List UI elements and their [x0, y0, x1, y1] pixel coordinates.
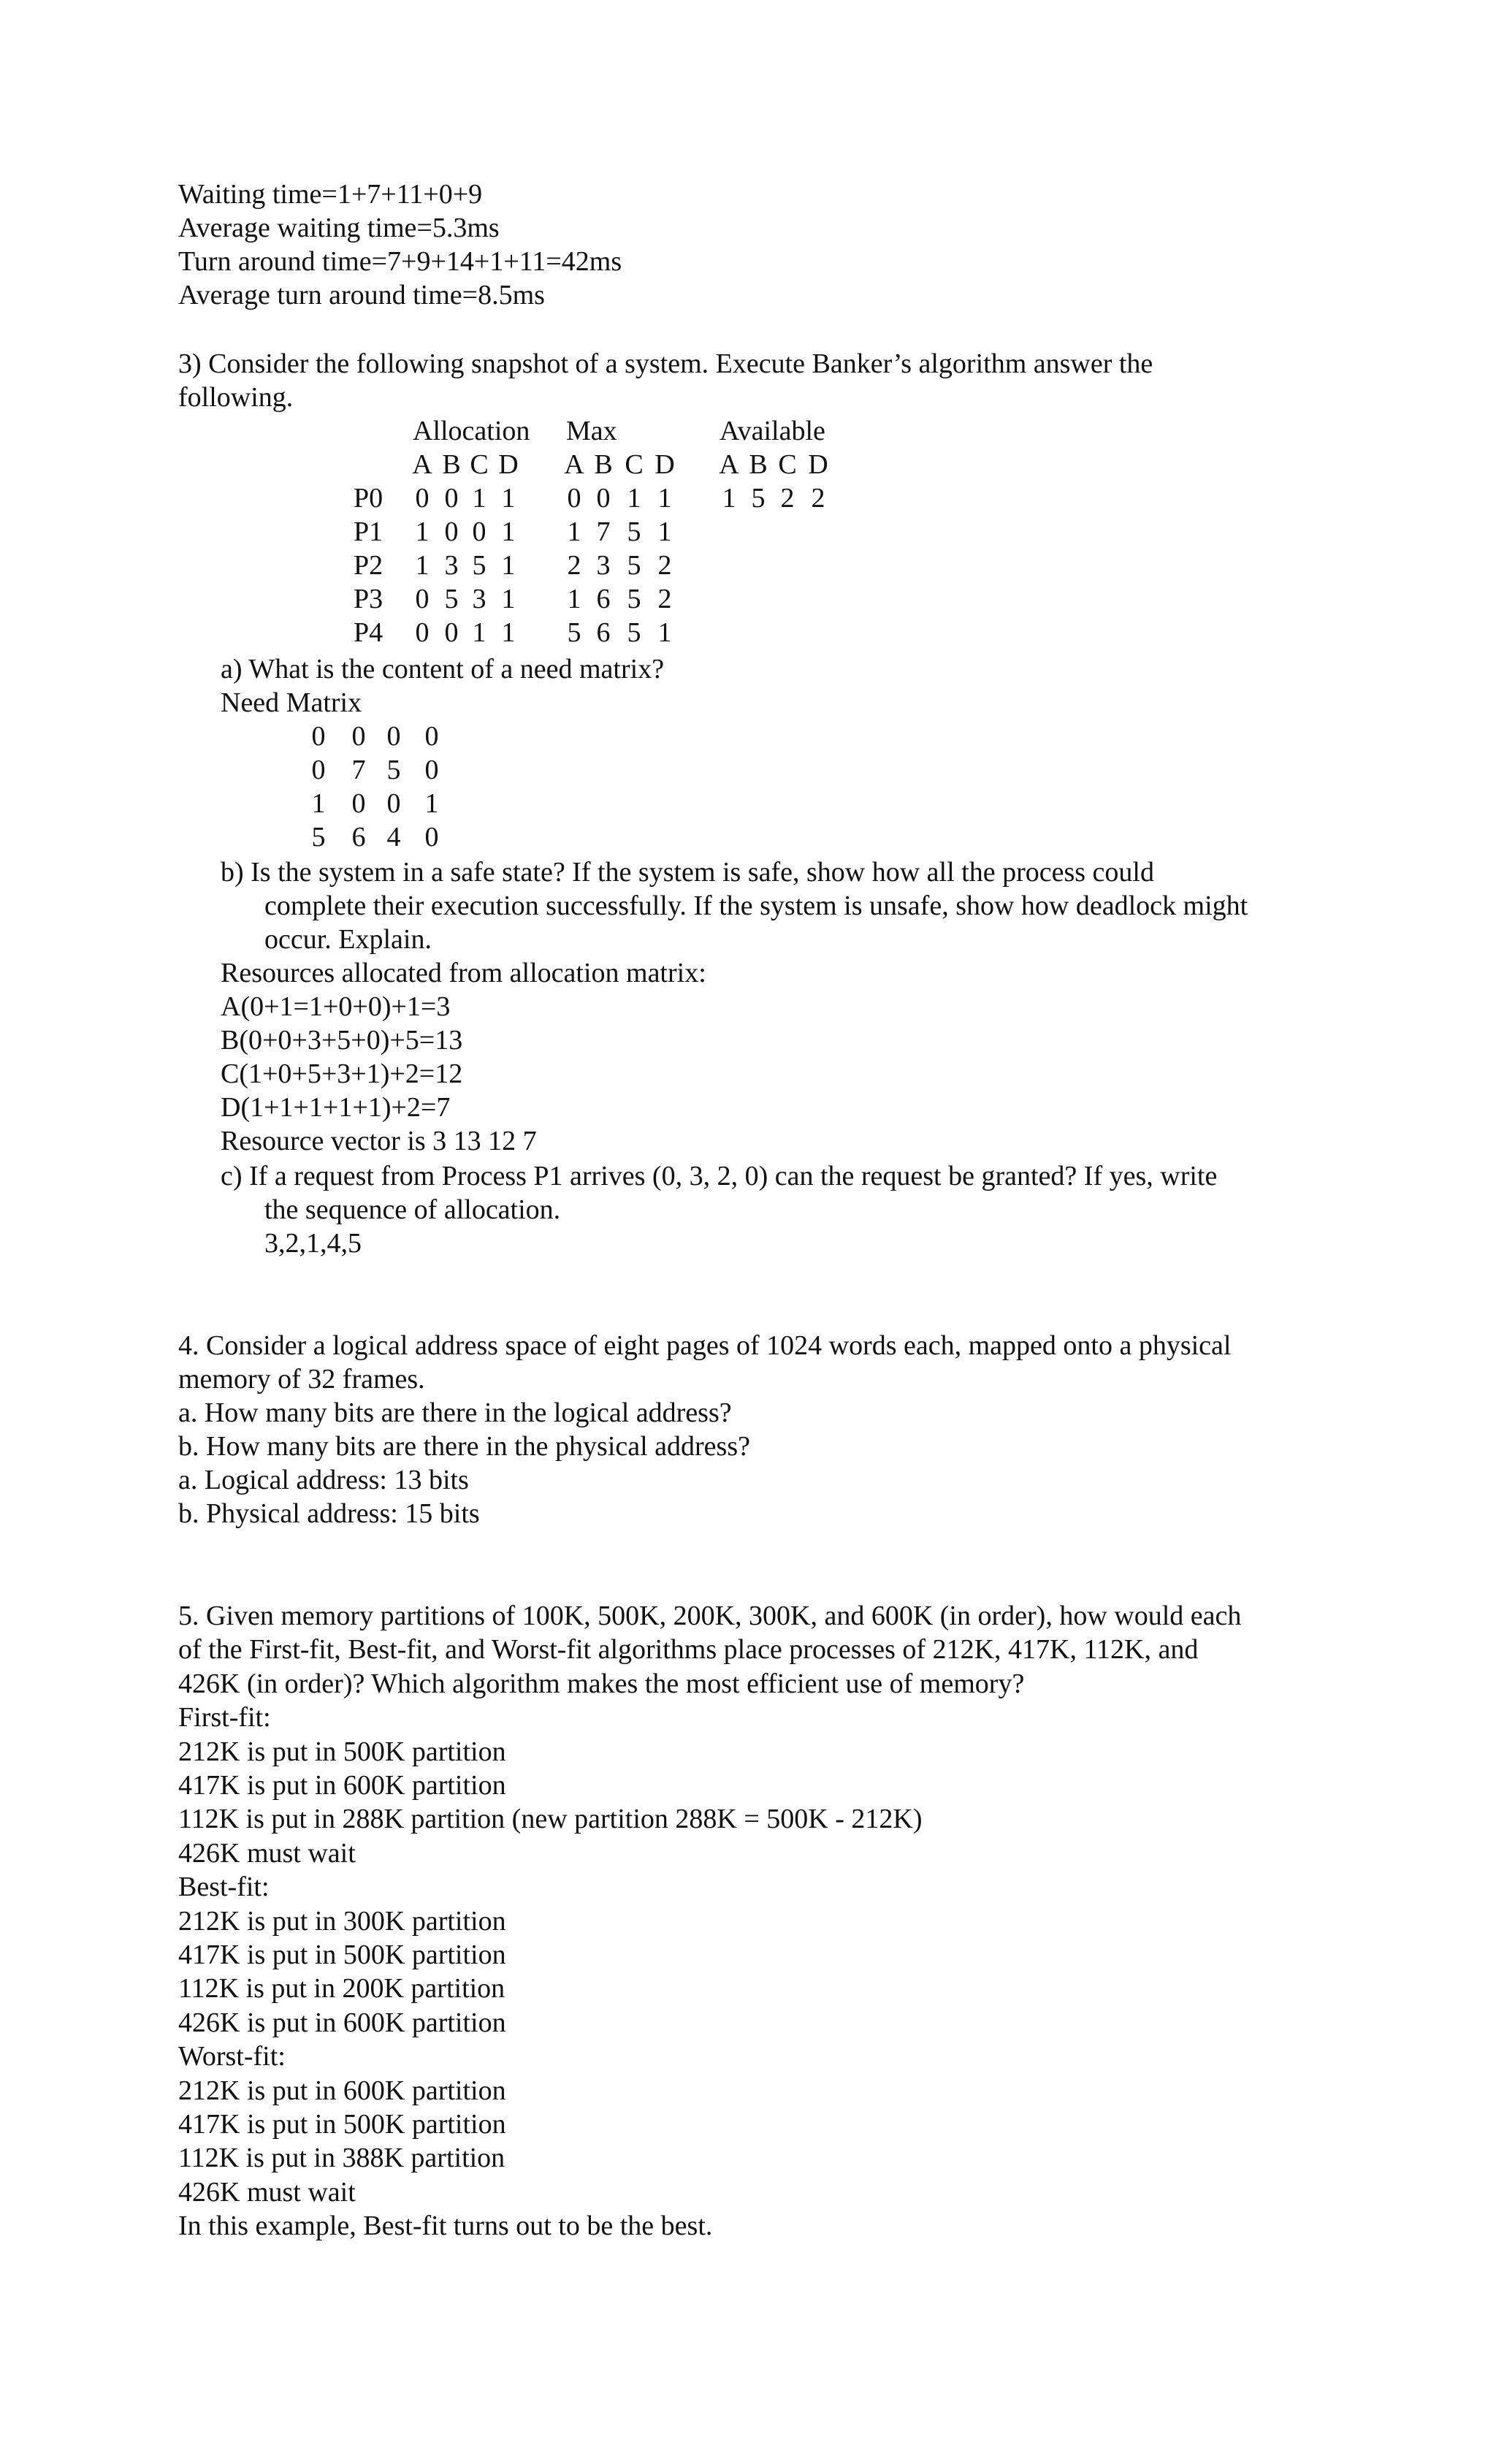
q3-question-line1: 3) Consider the following snapshot of a system. Execute Banker’s algorithm answer the — [178, 348, 1153, 379]
q5-line: 426K is put in 600K partition — [178, 2007, 506, 2038]
max-cell: 1 — [567, 584, 581, 614]
q3b-question-line2: complete their execution successfully. If the system is unsafe, show how deadlock might — [264, 890, 1248, 921]
max-cell: 7 — [596, 516, 611, 547]
need-matrix-cell: 0 — [386, 788, 401, 819]
q4-line: b. How many bits are there in the physical address? — [178, 1431, 750, 1462]
q4-line: memory of 32 frames. — [178, 1364, 425, 1395]
max-cell: 1 — [657, 516, 672, 547]
q5-line: 417K is put in 500K partition — [178, 2109, 506, 2140]
q3b-question-line1: b) Is the system in a safe state? If the system is safe, show how all the process could — [221, 857, 1154, 888]
max-cell: 2 — [567, 550, 581, 581]
max-cell: 5 — [627, 550, 641, 581]
allocation-cell: 1 — [501, 617, 516, 648]
need-matrix-label: Need Matrix — [221, 687, 362, 718]
max-col-d: D — [654, 449, 675, 480]
avail-col-a: A — [719, 449, 739, 480]
q5-line: 112K is put in 288K partition (new partition 288K = 500K - 212K) — [178, 1804, 923, 1834]
q3b-answer-line: A(0+1=1+0+0)+1=3 — [221, 991, 451, 1022]
q3b-question-line3: occur. Explain. — [264, 924, 432, 955]
q4-line: a. How many bits are there in the logical address? — [178, 1397, 732, 1428]
q5-line: Worst-fit: — [178, 2041, 286, 2072]
process-label: P1 — [354, 516, 383, 547]
allocation-cell: 3 — [444, 550, 459, 581]
process-label: P2 — [354, 550, 383, 581]
q4-line: b. Physical address: 15 bits — [178, 1498, 480, 1529]
available-cell: 5 — [751, 483, 766, 514]
q5-line: 417K is put in 600K partition — [178, 1770, 506, 1801]
need-matrix-cell: 0 — [351, 788, 366, 819]
avail-col-d: D — [808, 449, 828, 480]
allocation-cell: 1 — [415, 550, 430, 581]
q5-line: Best-fit: — [178, 1872, 270, 1902]
avail-col-c: C — [778, 449, 797, 480]
q5-line: 426K must wait — [178, 1838, 356, 1869]
q4-line: a. Logical address: 13 bits — [178, 1465, 469, 1495]
need-matrix-cell: 0 — [424, 822, 439, 853]
average-turnaround-line: Average turn around time=8.5ms — [178, 280, 545, 310]
max-cell: 5 — [627, 617, 641, 648]
allocation-header: Allocation — [413, 416, 530, 446]
max-cell: 5 — [567, 617, 581, 648]
max-col-b: B — [594, 449, 613, 480]
need-matrix-cell: 6 — [351, 822, 366, 853]
alloc-col-d: D — [498, 449, 519, 480]
available-cell: 2 — [780, 483, 795, 514]
max-cell: 1 — [657, 617, 672, 648]
max-cell: 6 — [596, 617, 611, 648]
allocation-cell: 1 — [501, 584, 516, 614]
allocation-cell: 0 — [444, 483, 459, 514]
need-matrix-cell: 0 — [351, 721, 366, 752]
q3b-answer-line: B(0+0+3+5+0)+5=13 — [221, 1025, 463, 1056]
max-cell: 0 — [567, 483, 581, 514]
max-header: Max — [566, 416, 617, 446]
max-cell: 5 — [627, 584, 641, 614]
allocation-cell: 0 — [415, 617, 430, 648]
alloc-col-a: A — [412, 449, 432, 480]
max-cell: 5 — [627, 516, 641, 547]
q5-line: 417K is put in 500K partition — [178, 1939, 506, 1970]
max-cell: 1 — [657, 483, 672, 514]
q5-line: 426K must wait — [178, 2177, 356, 2208]
max-cell: 1 — [567, 516, 581, 547]
allocation-cell: 0 — [415, 584, 430, 614]
need-matrix-cell: 5 — [386, 755, 401, 785]
turnaround-time-line: Turn around time=7+9+14+1+11=42ms — [178, 246, 622, 277]
alloc-col-b: B — [442, 449, 461, 480]
need-matrix-cell: 0 — [311, 721, 326, 752]
allocation-cell: 1 — [415, 516, 430, 547]
q4-line: 4. Consider a logical address space of eight pages of 1024 words each, mapped onto a physical — [178, 1330, 1232, 1361]
q5-line: In this example, Best-fit turns out to be the best. — [178, 2211, 713, 2241]
max-cell: 0 — [596, 483, 611, 514]
need-matrix-cell: 0 — [386, 721, 401, 752]
alloc-col-c: C — [470, 449, 489, 480]
allocation-cell: 1 — [472, 483, 486, 514]
allocation-cell: 1 — [501, 516, 516, 547]
allocation-cell: 5 — [472, 550, 486, 581]
max-cell: 2 — [657, 584, 672, 614]
q5-line: 5. Given memory partitions of 100K, 500K, 200K, 300K, and 600K (in order), how would each — [178, 1601, 1242, 1631]
max-cell: 2 — [657, 550, 672, 581]
resource-vector-line: Resource vector is 3 13 12 7 — [221, 1126, 537, 1156]
waiting-time-line: Waiting time=1+7+11+0+9 — [178, 179, 483, 210]
q3c-question-line1: c) If a request from Process P1 arrives (0, 3, 2, 0) can the request be granted? If yes, write — [221, 1161, 1218, 1191]
allocation-cell: 1 — [501, 550, 516, 581]
available-cell: 1 — [722, 483, 736, 514]
q5-line: of the First-fit, Best-fit, and Worst-fit algorithms place processes of 212K, 417K, 112K, and — [178, 1634, 1199, 1665]
process-label: P0 — [354, 483, 383, 514]
allocation-cell: 0 — [444, 617, 459, 648]
avail-col-b: B — [749, 449, 768, 480]
q3b-answer-line: Resources allocated from allocation matrix: — [221, 958, 706, 988]
q5-line: 212K is put in 600K partition — [178, 2075, 506, 2106]
need-matrix-cell: 4 — [386, 822, 401, 853]
q3c-question-line2: the sequence of allocation. — [264, 1194, 561, 1225]
q3b-answer-line: D(1+1+1+1+1)+2=7 — [221, 1092, 451, 1123]
q5-line: 426K (in order)? Which algorithm makes the most efficient use of memory? — [178, 1668, 1025, 1699]
need-matrix-cell: 0 — [311, 755, 326, 785]
allocation-cell: 1 — [472, 617, 486, 648]
q3-question-line2: following. — [178, 382, 294, 413]
max-cell: 6 — [596, 584, 611, 614]
allocation-cell: 0 — [415, 483, 430, 514]
q5-line: 112K is put in 200K partition — [178, 1973, 505, 2004]
process-label: P3 — [354, 584, 383, 614]
max-cell: 3 — [596, 550, 611, 581]
average-waiting-time-line: Average waiting time=5.3ms — [178, 213, 500, 243]
need-matrix-cell: 0 — [424, 755, 439, 785]
q5-line: 212K is put in 500K partition — [178, 1736, 506, 1767]
q5-line: 112K is put in 388K partition — [178, 2143, 505, 2173]
q3a-question: a) What is the content of a need matrix? — [221, 654, 665, 684]
allocation-cell: 0 — [472, 516, 486, 547]
need-matrix-cell: 0 — [424, 721, 439, 752]
allocation-cell: 1 — [501, 483, 516, 514]
allocation-cell: 0 — [444, 516, 459, 547]
need-matrix-cell: 1 — [424, 788, 439, 819]
allocation-cell: 3 — [472, 584, 486, 614]
q5-line: First-fit: — [178, 1702, 271, 1733]
q3b-answer-line: C(1+0+5+3+1)+2=12 — [221, 1059, 463, 1089]
need-matrix-cell: 7 — [351, 755, 366, 785]
need-matrix-cell: 5 — [311, 822, 326, 853]
max-col-a: A — [564, 449, 584, 480]
need-matrix-cell: 1 — [311, 788, 326, 819]
process-label: P4 — [354, 617, 383, 648]
q5-line: 212K is put in 300K partition — [178, 1906, 506, 1937]
available-cell: 2 — [811, 483, 825, 514]
q3c-answer: 3,2,1,4,5 — [264, 1228, 362, 1259]
max-col-c: C — [625, 449, 644, 480]
available-header: Available — [720, 416, 825, 446]
max-cell: 1 — [627, 483, 641, 514]
allocation-cell: 5 — [444, 584, 459, 614]
